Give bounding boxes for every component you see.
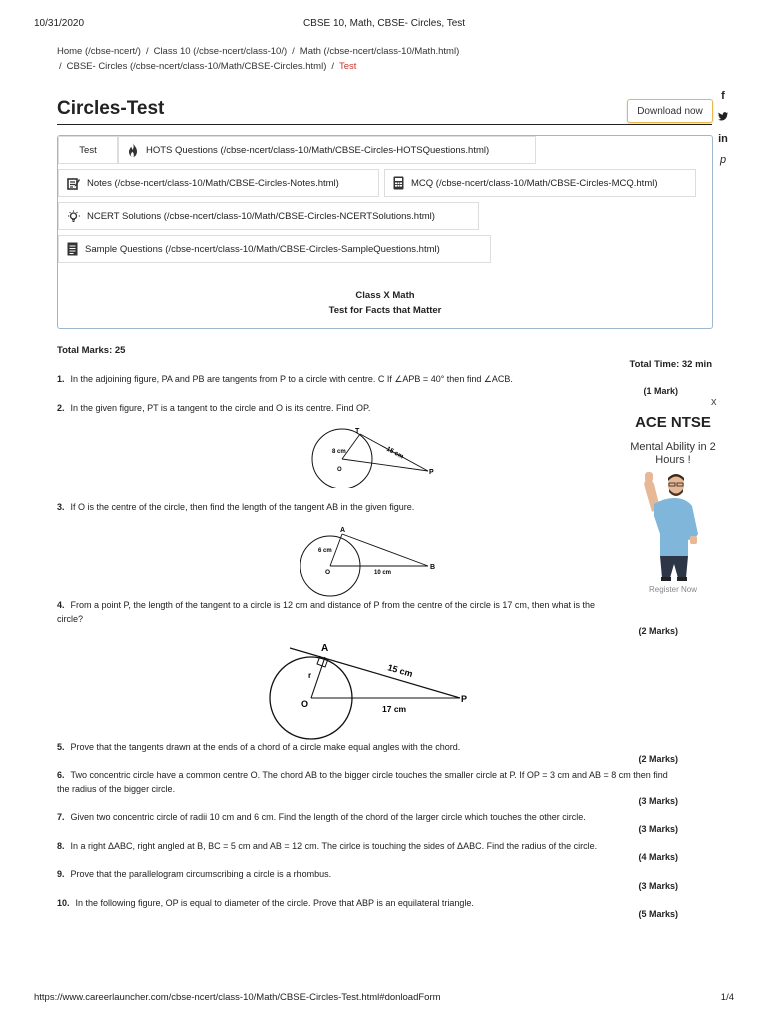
question-3: 3. If O is the centre of the circle, then find the length of the tangent AB in the given figure. [57,502,415,512]
fig2-label-p: P [429,469,434,476]
ad-title: ACE NTSE [635,414,711,431]
fig3-label-10cm: 10 cm [374,570,392,576]
fig3-label-o: O [325,569,331,576]
question-6: 6. Two concentric circle have a common centre O. The chord AB to the bigger circle touches the smaller circle at P. If OP = 3 cm and AB = 8 cm then find the radius of the bigger circle. [57,770,668,794]
fig2-label-t: T [355,428,360,435]
fig2-label-15cm: 15 cm [385,445,405,461]
lightbulb-icon [67,210,80,223]
question-4-marks: (2 Marks) [638,626,678,636]
tab-notes[interactable] [58,169,379,197]
pinterest-icon[interactable]: p [719,154,727,166]
download-button[interactable]: Download now [627,99,713,123]
breadcrumb-current: Test [339,61,357,72]
figure-q4 [262,640,477,742]
test-subtitle: Test for Facts that Matter [328,305,442,316]
question-7: 7. Given two concentric circle of radii 10 cm and 6 cm. Find the length of the chord of the larger circle which touches the other circle. [57,812,586,822]
ad-register-link[interactable]: Register Now [648,585,697,594]
figure-q3 [300,524,445,600]
breadcrumb-circles[interactable]: CBSE- Circles (/cbse-ncert/class-10/Math/CBSE-Circles.html) [66,61,327,72]
class-label: Class X Math [355,290,415,301]
twitter-icon[interactable] [715,112,731,124]
question-10: 10. In the following figure, OP is equal to diameter of the circle. Prove that ABP is an equilateral triangle. [57,898,474,908]
question-5-marks: (2 Marks) [638,754,678,764]
question-7-marks: (3 Marks) [638,824,678,834]
page-title: Circles-Test [57,98,165,119]
fig4-label-r: r [308,671,312,680]
tab-ncert-solutions[interactable] [58,202,479,230]
tab-ncert-label: NCERT Solutions (/cbse-ncert/class-10/Math/CBSE-Circles-NCERTSolutions.html) [87,210,435,222]
question-4: 4. From a point P, the length of the tangent to a circle is 12 cm and distance of P from the centre of the circle is 17 cm, then what is the circle? [57,600,595,624]
facebook-icon[interactable]: f [721,90,725,102]
fig4-label-17cm: 17 cm [382,704,407,714]
ad-close-button[interactable]: x [711,396,717,408]
question-9-marks: (3 Marks) [638,881,678,891]
print-page-number: 1/4 [720,992,734,1003]
question-6-marks: (3 Marks) [638,796,678,806]
fig4-label-a: A [321,643,329,654]
total-time: Total Time: 32 min [629,359,712,370]
question-2: 2. In the given figure, PT is a tangent to the circle and O is its centre. Find OP. [57,403,371,413]
fig4-tangent [290,648,460,698]
document-icon [67,242,78,256]
print-date: 10/31/2020 [34,18,85,29]
question-5: 5. Prove that the tangents drawn at the ends of a chord of a circle make equal angles with the chord. [57,742,461,752]
breadcrumb-class[interactable]: Class 10 (/cbse-ncert/class-10/) [153,46,288,57]
question-9: 9. Prove that the parallelogram circumscribing a circle is a rhombus. [57,869,332,879]
tab-notes-label: Notes (/cbse-ncert/class-10/Math/CBSE-Circles-Notes.html) [87,177,339,189]
figure-q2 [300,426,440,488]
title-divider [57,124,712,125]
fig2-label-8cm: 8 cm [332,449,346,455]
ad-person-image [640,472,706,582]
question-8: 8. In a right ΔABC, right angled at B, BC = 5 cm and AB = 12 cm. The cirlce is touching the sides of ΔABC. Find the radius of the circle. [57,841,598,851]
fig3-label-a: A [340,527,346,534]
breadcrumb: Home (/cbse-ncert/) / Class 10 (/cbse-ncert/class-10/) / Math (/cbse-ncert/class-10/Math.html) [57,46,460,57]
fig2-line-op [342,459,428,471]
question-10-marks: (5 Marks) [638,909,678,919]
fig4-label-o: O [301,699,309,709]
question-1: 1. In the adjoining figure, PA and PB are tangents from P to a circle with centre. C If ∠APB = 40° then find ∠ACB. [57,374,513,384]
tab-mcq-label: MCQ (/cbse-ncert/class-10/Math/CBSE-Circles-MCQ.html) [411,177,658,189]
fig2-radius-ot [342,434,360,459]
fig4-label-p: P [461,694,468,704]
print-title: CBSE 10, Math, CBSE- Circles, Test [302,18,466,29]
tab-sample-questions[interactable] [58,235,491,263]
fire-icon [127,143,139,157]
notes-icon [67,177,80,190]
tab-hots-questions[interactable] [118,136,536,164]
linkedin-icon[interactable]: in [718,133,728,145]
total-marks: Total Marks: 25 [57,345,126,356]
tab-sample-label: Sample Questions (/cbse-ncert/class-10/Math/CBSE-Circles-SampleQuestions.html) [85,243,440,255]
tab-hots-label: HOTS Questions (/cbse-ncert/class-10/Math/CBSE-Circles-HOTSQuestions.html) [146,144,490,156]
question-8-marks: (4 Marks) [638,852,678,862]
ad-subtitle: Mental Ability in 2 Hours ! [630,441,716,466]
fig4-radius-oa [311,657,325,698]
tab-test[interactable]: Test [58,136,118,164]
fig3-radius-oa [330,534,342,566]
breadcrumb-math[interactable]: Math (/cbse-ncert/class-10/Math.html) [299,46,460,57]
breadcrumb-line2: / CBSE- Circles (/cbse-ncert/class-10/Math/CBSE-Circles.html) / Test [59,61,357,72]
fig3-label-b: B [430,564,436,571]
fig4-label-15cm: 15 cm [386,662,414,679]
breadcrumb-home[interactable]: Home (/cbse-ncert/) [57,46,141,57]
calculator-icon [393,176,404,190]
fig3-label-6cm: 6 cm [318,548,332,554]
fig2-label-o: O [337,467,342,473]
print-url: https://www.careerlauncher.com/cbse-ncert/class-10/Math/CBSE-Circles-Test.html#donloadForm [34,992,441,1003]
tab-mcq[interactable] [384,169,696,197]
question-1-marks: (1 Mark) [643,386,678,396]
